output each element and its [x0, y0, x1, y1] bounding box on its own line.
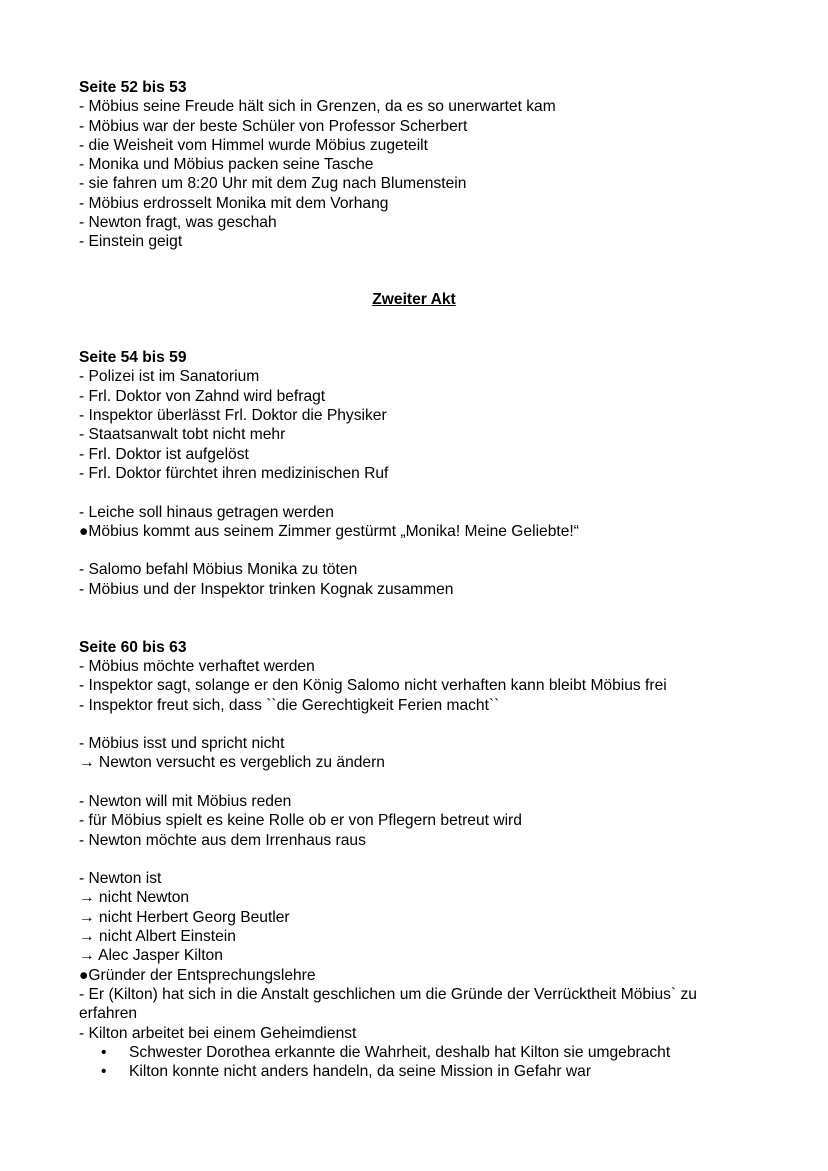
- note-line: → nicht Albert Einstein: [79, 928, 236, 946]
- note-line: - Einstein geigt: [79, 233, 183, 251]
- note-line: - Newton ist: [79, 870, 162, 888]
- note-line: - Möbius seine Freude hält sich in Grenzen, da es so unerwartet kam: [79, 98, 556, 116]
- bullet-item: [79, 1043, 828, 1062]
- note-line: - Newton möchte aus dem Irrenhaus raus: [79, 831, 366, 849]
- note-line: - für Möbius spielt es keine Rolle ob er von Pflegern betreut wird: [79, 812, 522, 830]
- note-line: - Inspektor überlässt Frl. Doktor die Physiker: [79, 407, 387, 425]
- bullet-icon: •: [101, 1063, 107, 1081]
- note-line: - Er (Kilton) hat sich in die Anstalt geschlichen um die Gründe der Verrücktheit Möbius` zu: [79, 985, 697, 1003]
- note-line: - Möbius möchte verhaftet werden: [79, 657, 315, 675]
- section-heading: Seite 60 bis 63: [79, 638, 187, 656]
- bullet-icon: •: [101, 1043, 107, 1061]
- note-line: - Monika und Möbius packen seine Tasche: [79, 156, 374, 174]
- note-line: - sie fahren um 8:20 Uhr mit dem Zug nach Blumenstein: [79, 175, 467, 193]
- note-line: - Möbius und der Inspektor trinken Kognak zusammen: [79, 580, 454, 598]
- note-line: - Newton fragt, was geschah: [79, 214, 277, 232]
- note-line: ●Möbius kommt aus seinem Zimmer gestürmt „Monika! Meine Geliebte!“: [79, 522, 579, 540]
- note-line: - Möbius war der beste Schüler von Professor Scherbert: [79, 117, 468, 135]
- note-line: - Inspektor sagt, solange er den König Salomo nicht verhaften kann bleibt Möbius frei: [79, 677, 667, 695]
- note-line: - Polizei ist im Sanatorium: [79, 368, 260, 386]
- note-line: - Möbius isst und spricht nicht: [79, 735, 285, 753]
- note-line: - Staatsanwalt tobt nicht mehr: [79, 426, 286, 444]
- bullet-text: Kilton konnte nicht anders handeln, da seine Mission in Gefahr war: [129, 1063, 592, 1081]
- note-line: → nicht Newton: [79, 889, 190, 907]
- note-line: - Kilton arbeitet bei einem Geheimdienst: [79, 1024, 357, 1042]
- note-line: - Salomo befahl Möbius Monika zu töten: [79, 561, 358, 579]
- note-line: - Newton will mit Möbius reden: [79, 792, 292, 810]
- section-heading: Seite 52 bis 53: [79, 79, 187, 96]
- bullet-text: Schwester Dorothea erkannte die Wahrheit, deshalb hat Kilton sie umgebracht: [129, 1043, 671, 1061]
- section-heading: Seite 54 bis 59: [79, 349, 187, 367]
- note-line: → nicht Herbert Georg Beutler: [79, 908, 290, 926]
- note-line: → Alec Jasper Kilton: [79, 947, 223, 965]
- bullet-item: [79, 1062, 828, 1081]
- note-line: ●Gründer der Entsprechungslehre: [79, 966, 316, 984]
- note-line: erfahren: [79, 1005, 138, 1023]
- note-line: - die Weisheit vom Himmel wurde Möbius zugeteilt: [79, 136, 428, 154]
- act-title: Zweiter Akt: [372, 291, 456, 309]
- note-line: - Möbius erdrosselt Monika mit dem Vorhang: [79, 194, 389, 212]
- note-line: - Frl. Doktor von Zahnd wird befragt: [79, 387, 326, 405]
- note-line: - Inspektor freut sich, dass ``die Gerechtigkeit Ferien macht``: [79, 696, 500, 714]
- note-line: - Leiche soll hinaus getragen werden: [79, 503, 334, 521]
- note-line: → Newton versucht es vergeblich zu ändern: [79, 754, 385, 772]
- note-line: - Frl. Doktor ist aufgelöst: [79, 445, 249, 463]
- note-line: - Frl. Doktor fürchtet ihren medizinischen Ruf: [79, 464, 389, 482]
